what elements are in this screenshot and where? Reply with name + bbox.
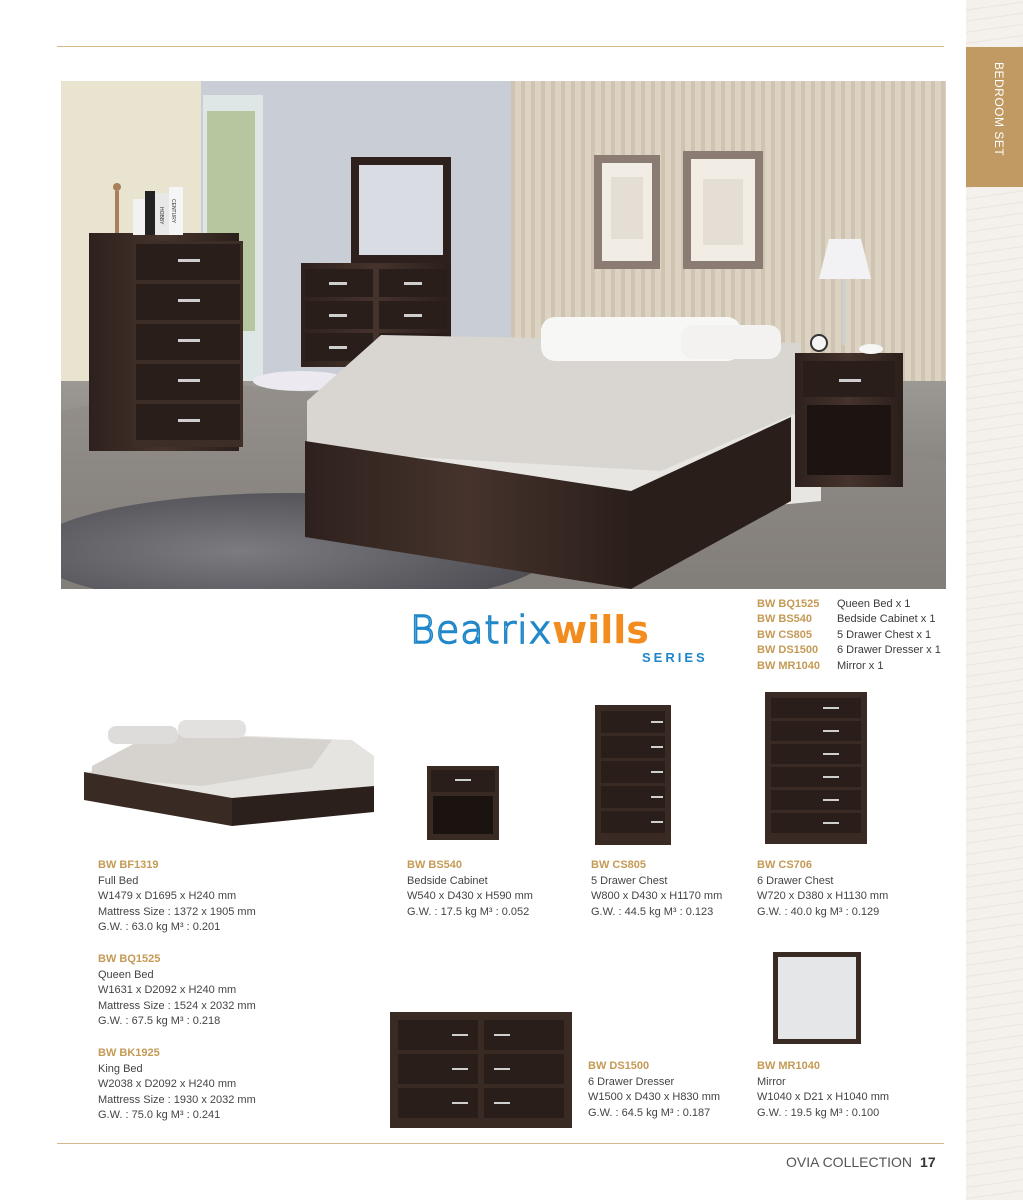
product-dimensions: W1040 x D21 x H1040 mm — [757, 1091, 890, 1104]
hero-book-spine-1: HOBBY — [158, 207, 164, 225]
set-item-code: BW BQ1525 — [757, 598, 820, 610]
logo-beatrix-text: Beatrix — [410, 608, 553, 652]
spec-mirror — [757, 1059, 937, 1121]
hero-book-spine-2: CENTURY — [170, 199, 176, 224]
set-item-desc: 6 Drawer Dresser x 1 — [837, 644, 941, 657]
logo-wills-text: wills — [552, 608, 649, 652]
set-item-code: BW BS540 — [757, 613, 813, 626]
product-code: BW BQ1525 — [98, 953, 161, 965]
product-code: BW CS706 — [757, 859, 813, 871]
mattress-size: Mattress Size : 1372 x 1905 mm — [98, 905, 256, 918]
set-item-code: BW DS1500 — [757, 644, 819, 657]
product-name: 6 Drawer Chest — [757, 874, 834, 887]
set-list-item — [757, 643, 957, 658]
set-item-desc: Bedside Cabinet x 1 — [837, 613, 936, 626]
spec-full-bed — [98, 858, 278, 936]
product-code: BW BF1319 — [98, 859, 159, 871]
spec-six-drawer-chest — [757, 858, 937, 920]
product-code: BW BK1925 — [98, 1047, 160, 1059]
set-item-code: BW CS805 — [757, 628, 813, 641]
product-code: BW MR1040 — [757, 1060, 820, 1072]
product-weight-volume: G.W. : 44.5 kg M³ : 0.123 — [591, 905, 714, 918]
product-weight-volume: G.W. : 17.5 kg M³ : 0.052 — [407, 905, 530, 918]
product-weight-volume: G.W. : 63.0 kg M³ : 0.201 — [98, 921, 221, 934]
spec-queen-bed — [98, 952, 278, 1030]
spec-five-drawer-chest — [591, 858, 771, 920]
spec-bedside-cabinet — [407, 858, 587, 920]
page-number: 17 — [920, 1154, 936, 1170]
product-name: Queen Bed — [98, 968, 154, 981]
product-name: King Bed — [98, 1062, 143, 1075]
product-dimensions: W800 x D430 x H1170 mm — [591, 890, 723, 903]
product-code: BW CS805 — [591, 859, 647, 871]
product-name: Bedside Cabinet — [407, 874, 488, 887]
product-dimensions: W1479 x D1695 x H240 mm — [98, 890, 237, 903]
set-list-item — [757, 628, 957, 643]
bedroom-set-photo — [61, 81, 946, 589]
bottom-rule — [57, 1143, 944, 1144]
collection-name: OVIA COLLECTION — [786, 1154, 913, 1170]
full-bed-image — [82, 716, 378, 830]
product-name: Mirror — [757, 1075, 786, 1088]
product-weight-volume: G.W. : 40.0 kg M³ : 0.129 — [757, 905, 880, 918]
product-dimensions: W1631 x D2092 x H240 mm — [98, 984, 237, 997]
six-drawer-chest-image — [765, 692, 867, 844]
product-name: 5 Drawer Chest — [591, 874, 668, 887]
set-item-desc: Mirror x 1 — [837, 659, 884, 672]
set-item-code: BW MR1040 — [757, 659, 820, 672]
six-drawer-dresser-image — [390, 1012, 572, 1128]
product-name: Full Bed — [98, 874, 139, 887]
set-list-item — [757, 659, 957, 674]
product-weight-volume: G.W. : 19.5 kg M³ : 0.100 — [757, 1106, 880, 1119]
product-code: BW BS540 — [407, 859, 463, 871]
set-list-item — [757, 612, 957, 627]
mattress-size: Mattress Size : 1524 x 2032 mm — [98, 999, 256, 1012]
set-item-desc: Queen Bed x 1 — [837, 598, 911, 610]
set-list-item — [757, 597, 957, 612]
product-weight-volume: G.W. : 67.5 kg M³ : 0.218 — [98, 1015, 221, 1028]
mirror-image — [773, 952, 861, 1044]
product-code: BW DS1500 — [588, 1060, 650, 1072]
page-footer — [786, 1154, 946, 1174]
top-rule — [57, 46, 944, 47]
mattress-size: Mattress Size : 1930 x 2032 mm — [98, 1093, 256, 1106]
product-dimensions: W720 x D380 x H1130 mm — [757, 890, 889, 903]
spec-six-drawer-dresser — [588, 1059, 768, 1121]
five-drawer-chest-image — [595, 705, 671, 845]
bedside-cabinet-image — [425, 762, 501, 842]
logo-series-text: SERIES — [642, 650, 708, 665]
set-contents-list — [757, 597, 957, 674]
product-dimensions: W1500 x D430 x H830 mm — [588, 1091, 721, 1104]
product-dimensions: W2038 x D2092 x H240 mm — [98, 1078, 237, 1091]
section-tab-label: BEDROOM SET — [992, 62, 1006, 157]
product-dimensions: W540 x D430 x H590 mm — [407, 890, 533, 903]
product-weight-volume: G.W. : 75.0 kg M³ : 0.241 — [98, 1109, 221, 1122]
set-item-desc: 5 Drawer Chest x 1 — [837, 628, 932, 641]
product-name: 6 Drawer Dresser — [588, 1075, 675, 1088]
brand-logo — [410, 610, 730, 666]
product-weight-volume: G.W. : 64.5 kg M³ : 0.187 — [588, 1106, 711, 1119]
spec-king-bed — [98, 1046, 278, 1124]
